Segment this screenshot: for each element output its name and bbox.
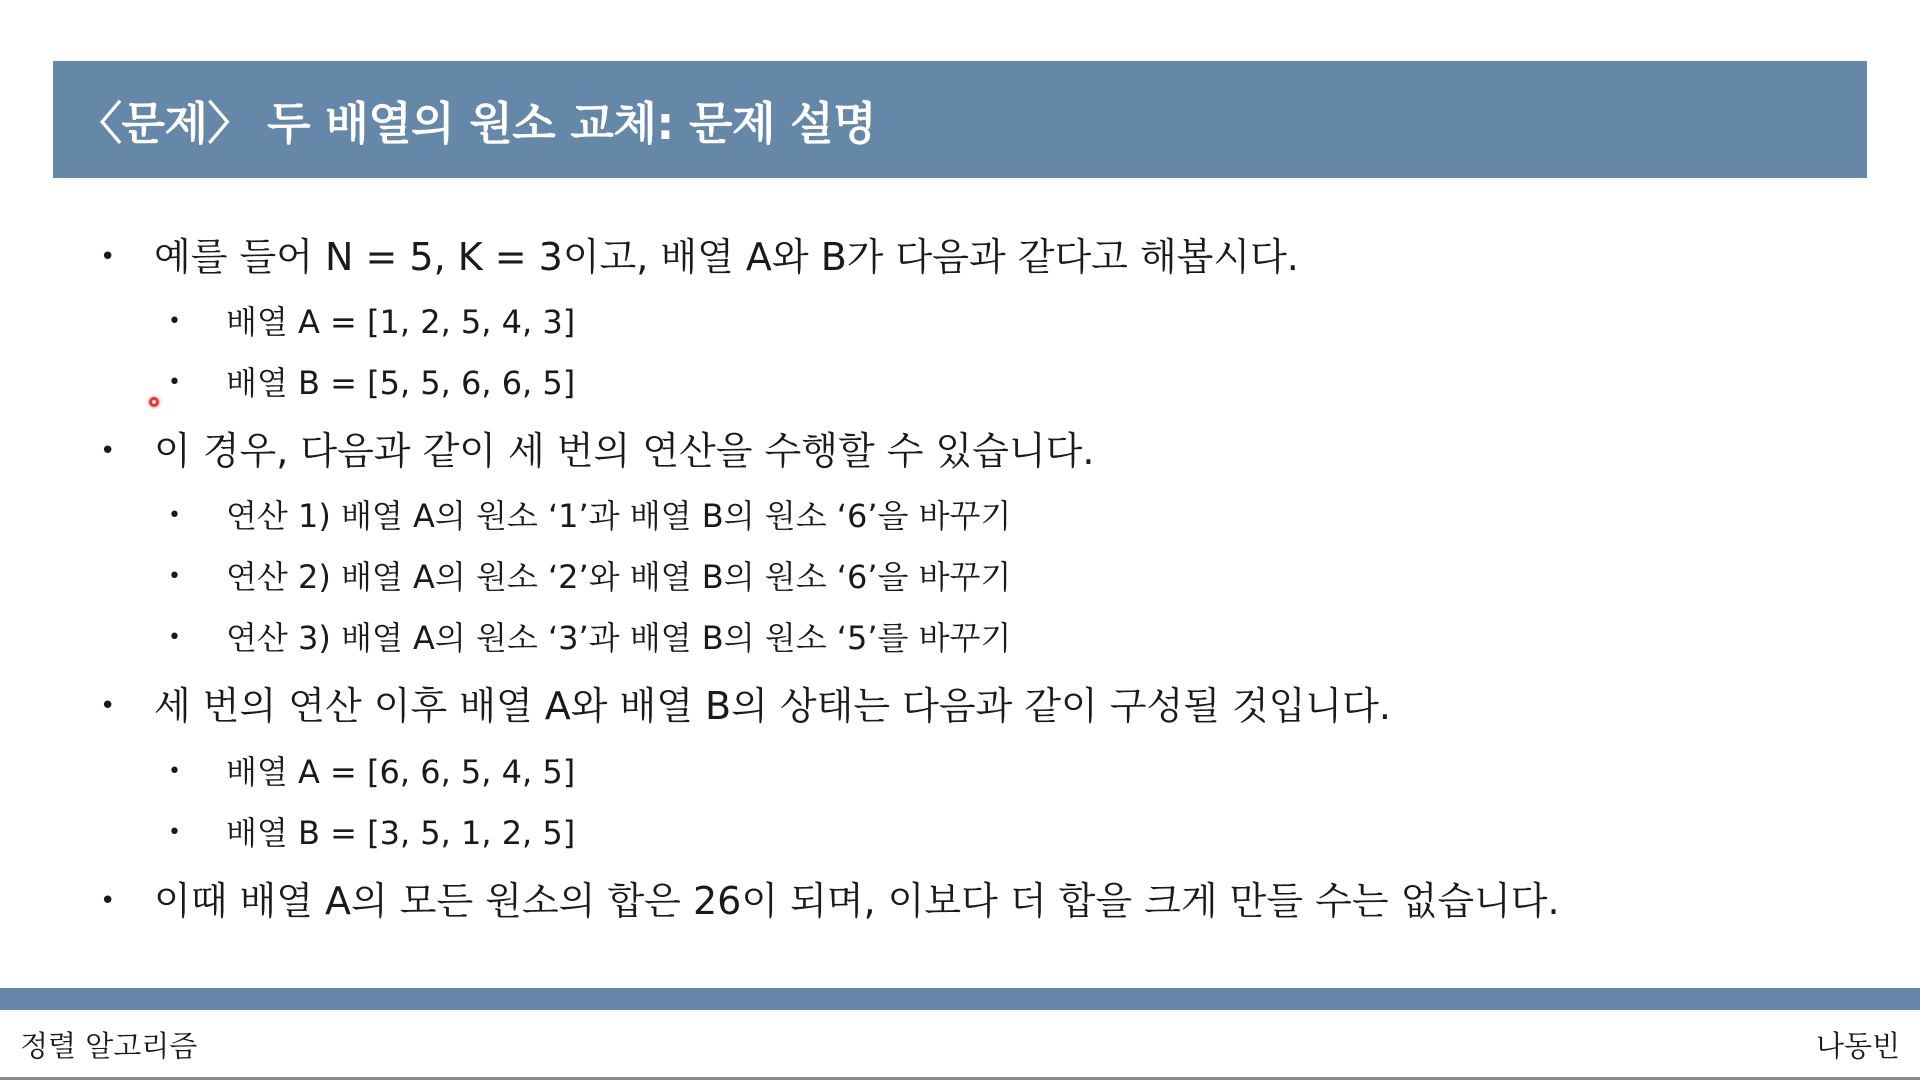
sub-bullet-text: 배열 A = [1, 2, 5, 4, 3]: [226, 303, 576, 341]
sub-bullet-item: [168, 300, 575, 344]
bullet-dot: •: [100, 436, 116, 466]
footer-bar: [0, 988, 1920, 1010]
bullet-item: [100, 681, 1391, 731]
bullet-dot: •: [168, 309, 181, 334]
title-bar: [53, 61, 1867, 178]
bullet-text: 이때 배열 A의 모든 원소의 합은 26이 되며, 이보다 더 합을 크게 만들 수는 없습니다.: [154, 879, 1560, 923]
bullet-dot: •: [100, 886, 116, 916]
bullet-text: 이 경우, 다음과 같이 세 번의 연산을 수행할 수 있습니다.: [154, 429, 1095, 473]
sub-bullet-item: [168, 555, 1011, 599]
bullet-dot: •: [168, 564, 181, 589]
bullet-dot: •: [168, 370, 181, 395]
bullet-item: [100, 426, 1094, 476]
bullet-item: [100, 876, 1560, 926]
laser-pointer-dot: [149, 397, 159, 407]
sub-bullet-text: 배열 B = [5, 5, 6, 6, 5]: [226, 364, 576, 402]
bullet-dot: •: [168, 759, 181, 784]
bullet-dot: •: [168, 625, 181, 650]
sub-bullet-text: 연산 2) 배열 A의 원소 ‘2’와 배열 B의 원소 ‘6’을 바꾸기: [226, 558, 1012, 596]
bullet-dot: •: [168, 503, 181, 528]
bullet-dot: •: [168, 820, 181, 845]
footer-topic: 정렬 알고리즘: [20, 1029, 198, 1063]
sub-bullet-item: [168, 616, 1011, 660]
sub-bullet-item: [168, 494, 1011, 538]
sub-bullet-text: 연산 1) 배열 A의 원소 ‘1’과 배열 B의 원소 ‘6’을 바꾸기: [226, 497, 1012, 535]
bullet-item: [100, 232, 1299, 282]
sub-bullet-item: [168, 361, 575, 405]
slide-title: 〈문제〉 두 배열의 원소 교체: 문제 설명: [77, 97, 877, 150]
sub-bullet-item: [168, 811, 575, 855]
footer-author: 나동빈: [1815, 1029, 1900, 1063]
bullet-dot: •: [100, 691, 116, 721]
sub-bullet-text: 연산 3) 배열 A의 원소 ‘3’과 배열 B의 원소 ‘5’를 바꾸기: [226, 619, 1012, 657]
sub-bullet-text: 배열 A = [6, 6, 5, 4, 5]: [226, 753, 576, 791]
bullet-text: 예를 들어 N = 5, K = 3이고, 배열 A와 B가 다음과 같다고 해봅시다.: [154, 235, 1299, 279]
bullet-dot: •: [100, 242, 116, 272]
sub-bullet-item: [168, 750, 575, 794]
sub-bullet-text: 배열 B = [3, 5, 1, 2, 5]: [226, 814, 576, 852]
bullet-text: 세 번의 연산 이후 배열 A와 배열 B의 상태는 다음과 같이 구성될 것입니다.: [154, 684, 1391, 728]
